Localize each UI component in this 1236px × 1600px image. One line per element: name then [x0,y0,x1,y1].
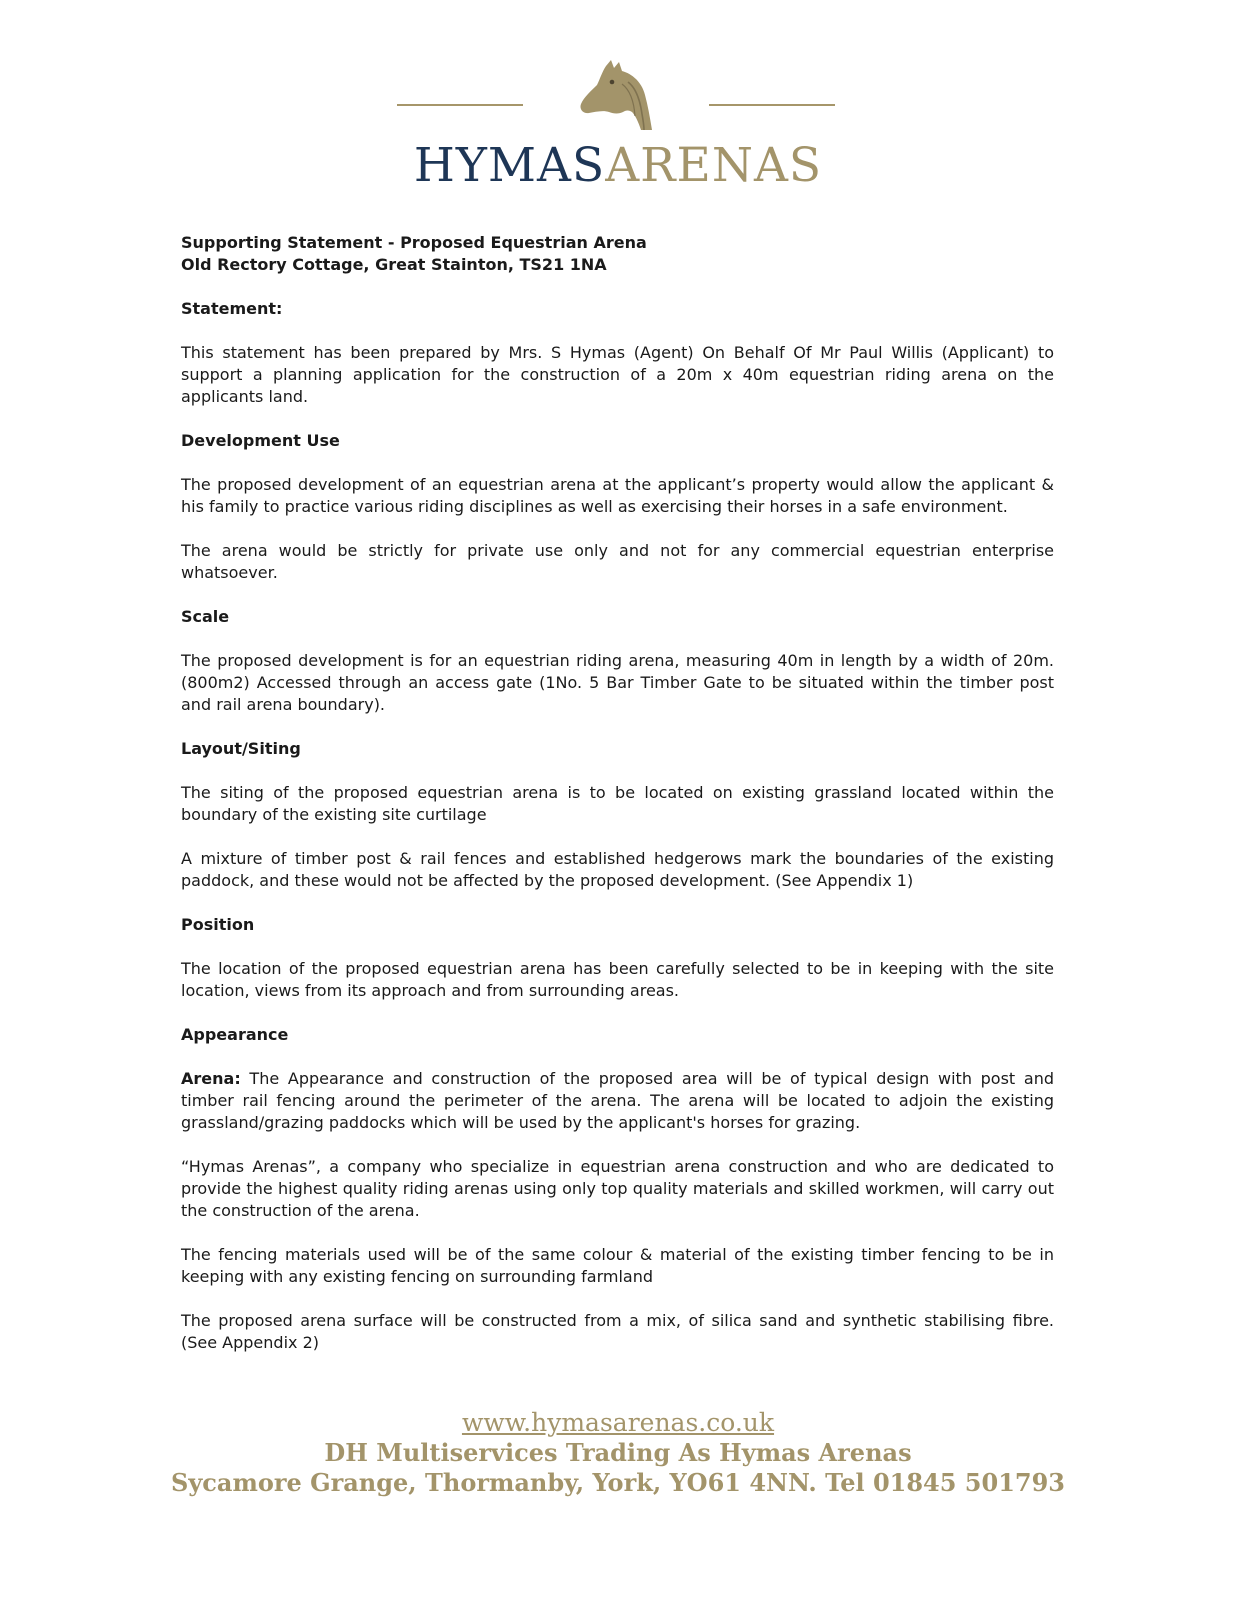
appearance-heading: Appearance [181,1025,289,1044]
development-use-paragraph-1: The proposed development of an equestrian arena at the applicant’s property would allow the applicant & his family to practice various riding disciplines as well as exercising their horses in a safe environment. [181,475,1054,516]
layout-siting-heading: Layout/Siting [181,739,301,758]
layout-paragraph-2: A mixture of timber post & rail fences and established hedgerows mark the boundaries of the existing paddock, and these would not be affected by the proposed development. (See Appendix 1) [181,849,1054,890]
header-rule-right [709,104,835,106]
appearance-arena-text: The Appearance and construction of the proposed area will be of typical design with post and timber rail fencing around the perimeter of the arena. The arena will be located to adjoin the existing grassland/grazing paddocks which will be used by the applicant's horses for grazing. [181,1069,1054,1132]
appearance-paragraph-2: “Hymas Arenas”, a company who specialize in equestrian arena construction and who are dedicated to provide the highest quality riding arenas using only top quality materials and skilled workmen, will carry out the construction of the arena. [181,1157,1054,1220]
layout-paragraph-1: The siting of the proposed equestrian arena is to be located on existing grassland located within the boundary of the existing site curtilage [181,783,1054,824]
horse-head-logo-icon [578,60,656,132]
scale-paragraph: The proposed development is for an equestrian riding arena, measuring 40m in length by a width of 20m. (800m2) Accessed through an access gate (1No. 5 Bar Timber Gate to be situated within the timber post and rail arena boundary). [181,651,1054,714]
brand-wordmark [0,138,1236,193]
appearance-arena-label: Arena: [181,1069,241,1088]
development-use-heading: Development Use [181,431,340,450]
letterhead [0,60,1236,200]
company-name: DH Multiservices Trading As Hymas Arenas [324,1438,912,1467]
document-title-line-2: Old Rectory Cottage, Great Stainton, TS21 1NA [181,255,607,274]
statement-paragraph: This statement has been prepared by Mrs. S Hymas (Agent) On Behalf Of Mr Paul Willis (Applicant) to support a planning application for the construction of a 20m x 40m equestrian riding arena on the applicants land. [181,343,1054,406]
appearance-paragraph-4: The proposed arena surface will be constructed from a mix, of silica sand and synthetic stabilising fibre. (See Appendix 2) [181,1311,1054,1352]
statement-heading: Statement: [181,299,283,318]
document-body [181,232,1054,1376]
document-title [181,232,1054,276]
scale-heading: Scale [181,607,230,626]
position-paragraph: The location of the proposed equestrian arena has been carefully selected to be in keeping with the site location, views from its approach and from surrounding areas. [181,959,1054,1000]
appearance-paragraph-3: The fencing materials used will be of the same colour & material of the existing timber fencing to be in keeping with any existing fencing on surrounding farmland [181,1245,1054,1286]
header-rule-left [397,104,523,106]
company-address: Sycamore Grange, Thormanby, York, YO61 4NN. Tel 01845 501793 [171,1468,1065,1497]
brand-part-arenas: ARENAS [605,138,823,193]
brand-part-hymas: HYMAS [413,138,606,193]
appearance-arena-paragraph [181,1068,1054,1134]
website-link[interactable]: www.hymasarenas.co.uk [461,1408,775,1437]
position-heading: Position [181,915,255,934]
document-title-line-1: Supporting Statement - Proposed Equestrian Arena [181,233,647,252]
development-use-paragraph-2: The arena would be strictly for private use only and not for any commercial equestrian enterprise whatsoever. [181,541,1054,582]
letterhead-footer [0,1408,1236,1498]
